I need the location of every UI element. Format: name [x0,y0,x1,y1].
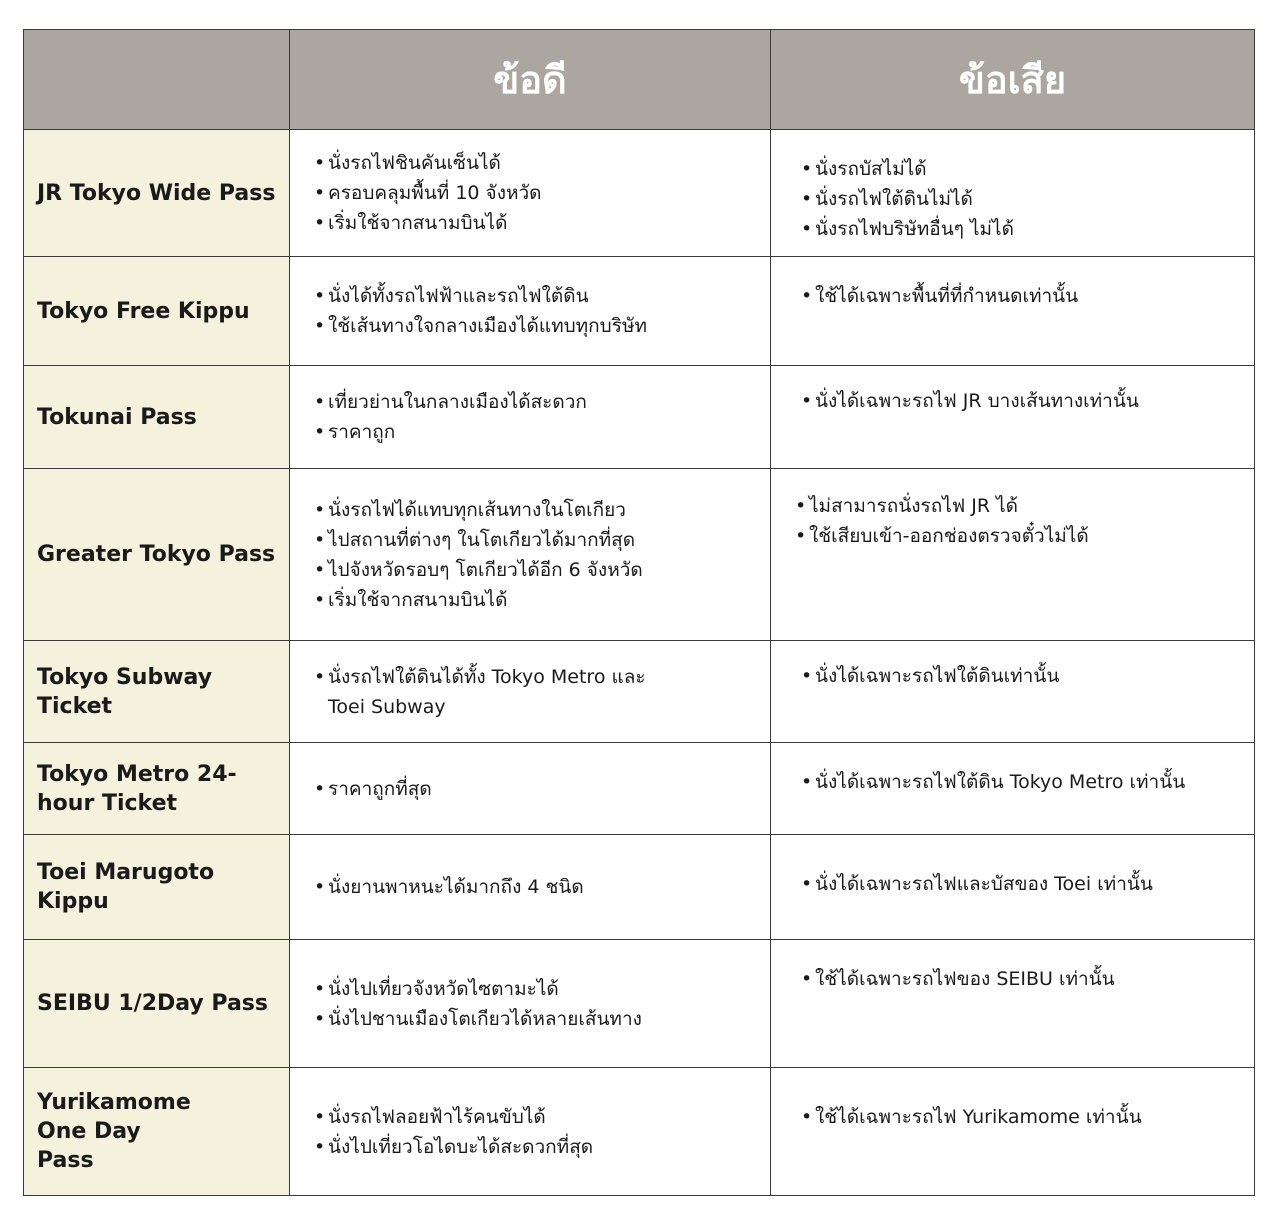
pros-list [314,872,770,902]
table-row [24,940,1255,1068]
pros-list [314,281,770,341]
pros-cell [290,940,771,1068]
pass-name: Yurikamome One Day Pass [24,1068,290,1196]
pass-name: Toei Marugoto Kippu [24,835,290,940]
pro-item: • นั่งรถไฟได้แทบทุกเส้นทางในโตเกียว [314,495,770,525]
cons-list [795,491,1254,551]
table-body [24,130,1255,1196]
cons-cell [771,257,1255,366]
pros-cell [290,366,771,469]
table-row [24,835,1255,940]
pros-cell [290,1068,771,1196]
pro-item: • เริ่มใช้จากสนามบินได้ [314,585,770,615]
table-row [24,257,1255,366]
pass-name: SEIBU 1/2Day Pass [24,940,290,1068]
con-item: • นั่งได้เฉพาะรถไฟ JR บางเส้นทางเท่านั้น [801,386,1254,416]
pro-item: • เที่ยวย่านในกลางเมืองได้สะดวก [314,387,770,417]
pro-item: • นั่งไปชานเมืองโตเกียวได้หลายเส้นทาง [314,1004,770,1034]
cons-cell [771,1068,1255,1196]
pros-cell [290,257,771,366]
pro-item: • นั่งไปเที่ยวจังหวัดไซตามะได้ [314,974,770,1004]
cons-list [801,869,1254,899]
table-row [24,1068,1255,1196]
con-item: • ใช้ได้เฉพาะพื้นที่ที่กำหนดเท่านั้น [801,281,1254,311]
pro-item: • ครอบคลุมพื้นที่ 10 จังหวัด [314,178,770,208]
cons-list [801,281,1254,311]
con-item: • ใช้ได้เฉพาะรถไฟของ SEIBU เท่านั้น [801,964,1254,994]
pros-cell [290,130,771,257]
pros-list [314,662,770,722]
cons-list [801,964,1254,994]
pass-name: Tokunai Pass [24,366,290,469]
pro-item: • นั่งไปเที่ยวโอไดบะได้สะดวกที่สุด [314,1132,770,1162]
con-item: • นั่งรถไฟใต้ดินไม่ได้ [801,184,1254,214]
cons-cell [771,641,1255,743]
cons-cell [771,743,1255,835]
con-item: • ใช้เสียบเข้า-ออกช่องตรวจตั๋วไม่ได้ [795,521,1254,551]
pros-cell [290,469,771,641]
cons-cell [771,366,1255,469]
cons-list [801,1102,1254,1132]
table-row [24,641,1255,743]
pros-cell [290,641,771,743]
header-row [24,30,1255,130]
header-pros: ข้อดี [290,30,771,130]
comparison-table-wrapper [23,29,1255,1196]
cons-cell [771,469,1255,641]
header-cons: ข้อเสีย [771,30,1255,130]
pro-item: • ราคาถูก [314,417,770,447]
pro-item: • นั่งรถไฟใต้ดินได้ทั้ง Tokyo Metro และ Toei Subway [314,662,770,722]
pro-item: • ราคาถูกที่สุด [314,774,770,804]
pro-item: • นั่งได้ทั้งรถไฟฟ้าและรถไฟใต้ดิน [314,281,770,311]
pass-name: JR Tokyo Wide Pass [24,130,290,257]
pro-item: • เริ่มใช้จากสนามบินได้ [314,208,770,238]
cons-list [801,661,1254,691]
pass-name: Tokyo Free Kippu [24,257,290,366]
pros-cell [290,835,771,940]
pro-item: • ไปจังหวัดรอบๆ โตเกียวได้อีก 6 จังหวัด [314,555,770,585]
pros-list [314,495,770,615]
pass-comparison-table [23,29,1255,1196]
pro-item: • ไปสถานที่ต่างๆ ในโตเกียวได้มากที่สุด [314,525,770,555]
table-row [24,469,1255,641]
pro-item: • นั่งรถไฟลอยฟ้าไร้คนขับได้ [314,1102,770,1132]
cons-cell [771,130,1255,257]
pass-name: Tokyo Subway Ticket [24,641,290,743]
con-item: • นั่งได้เฉพาะรถไฟใต้ดินเท่านั้น [801,661,1254,691]
cons-list [801,154,1254,244]
con-item: • นั่งรถบัสไม่ได้ [801,154,1254,184]
con-item: • ใช้ได้เฉพาะรถไฟ Yurikamome เท่านั้น [801,1102,1254,1132]
pros-list [314,1102,770,1162]
cons-list [801,767,1254,797]
pass-name: Greater Tokyo Pass [24,469,290,641]
cons-cell [771,835,1255,940]
pro-item: • ใช้เส้นทางใจกลางเมืองได้แทบทุกบริษัท [314,311,770,341]
cons-list [801,386,1254,416]
pros-list [314,148,770,238]
pro-item: • นั่งยานพาหนะได้มากถึง 4 ชนิด [314,872,770,902]
cons-cell [771,940,1255,1068]
pros-list [314,774,770,804]
pros-cell [290,743,771,835]
con-item: • นั่งได้เฉพาะรถไฟและบัสของ Toei เท่านั้น [801,869,1254,899]
table-row [24,130,1255,257]
pros-list [314,974,770,1034]
table-row [24,366,1255,469]
table-row [24,743,1255,835]
con-item: • นั่งรถไฟบริษัทอื่นๆ ไม่ได้ [801,214,1254,244]
con-item: • นั่งได้เฉพาะรถไฟใต้ดิน Tokyo Metro เท่านั้น [801,767,1254,797]
header-blank-cell [24,30,290,130]
con-item: • ไม่สามารถนั่งรถไฟ JR ได้ [795,491,1254,521]
pass-name: Tokyo Metro 24-hour Ticket [24,743,290,835]
pro-item: • นั่งรถไฟชินคันเซ็นได้ [314,148,770,178]
pros-list [314,387,770,447]
